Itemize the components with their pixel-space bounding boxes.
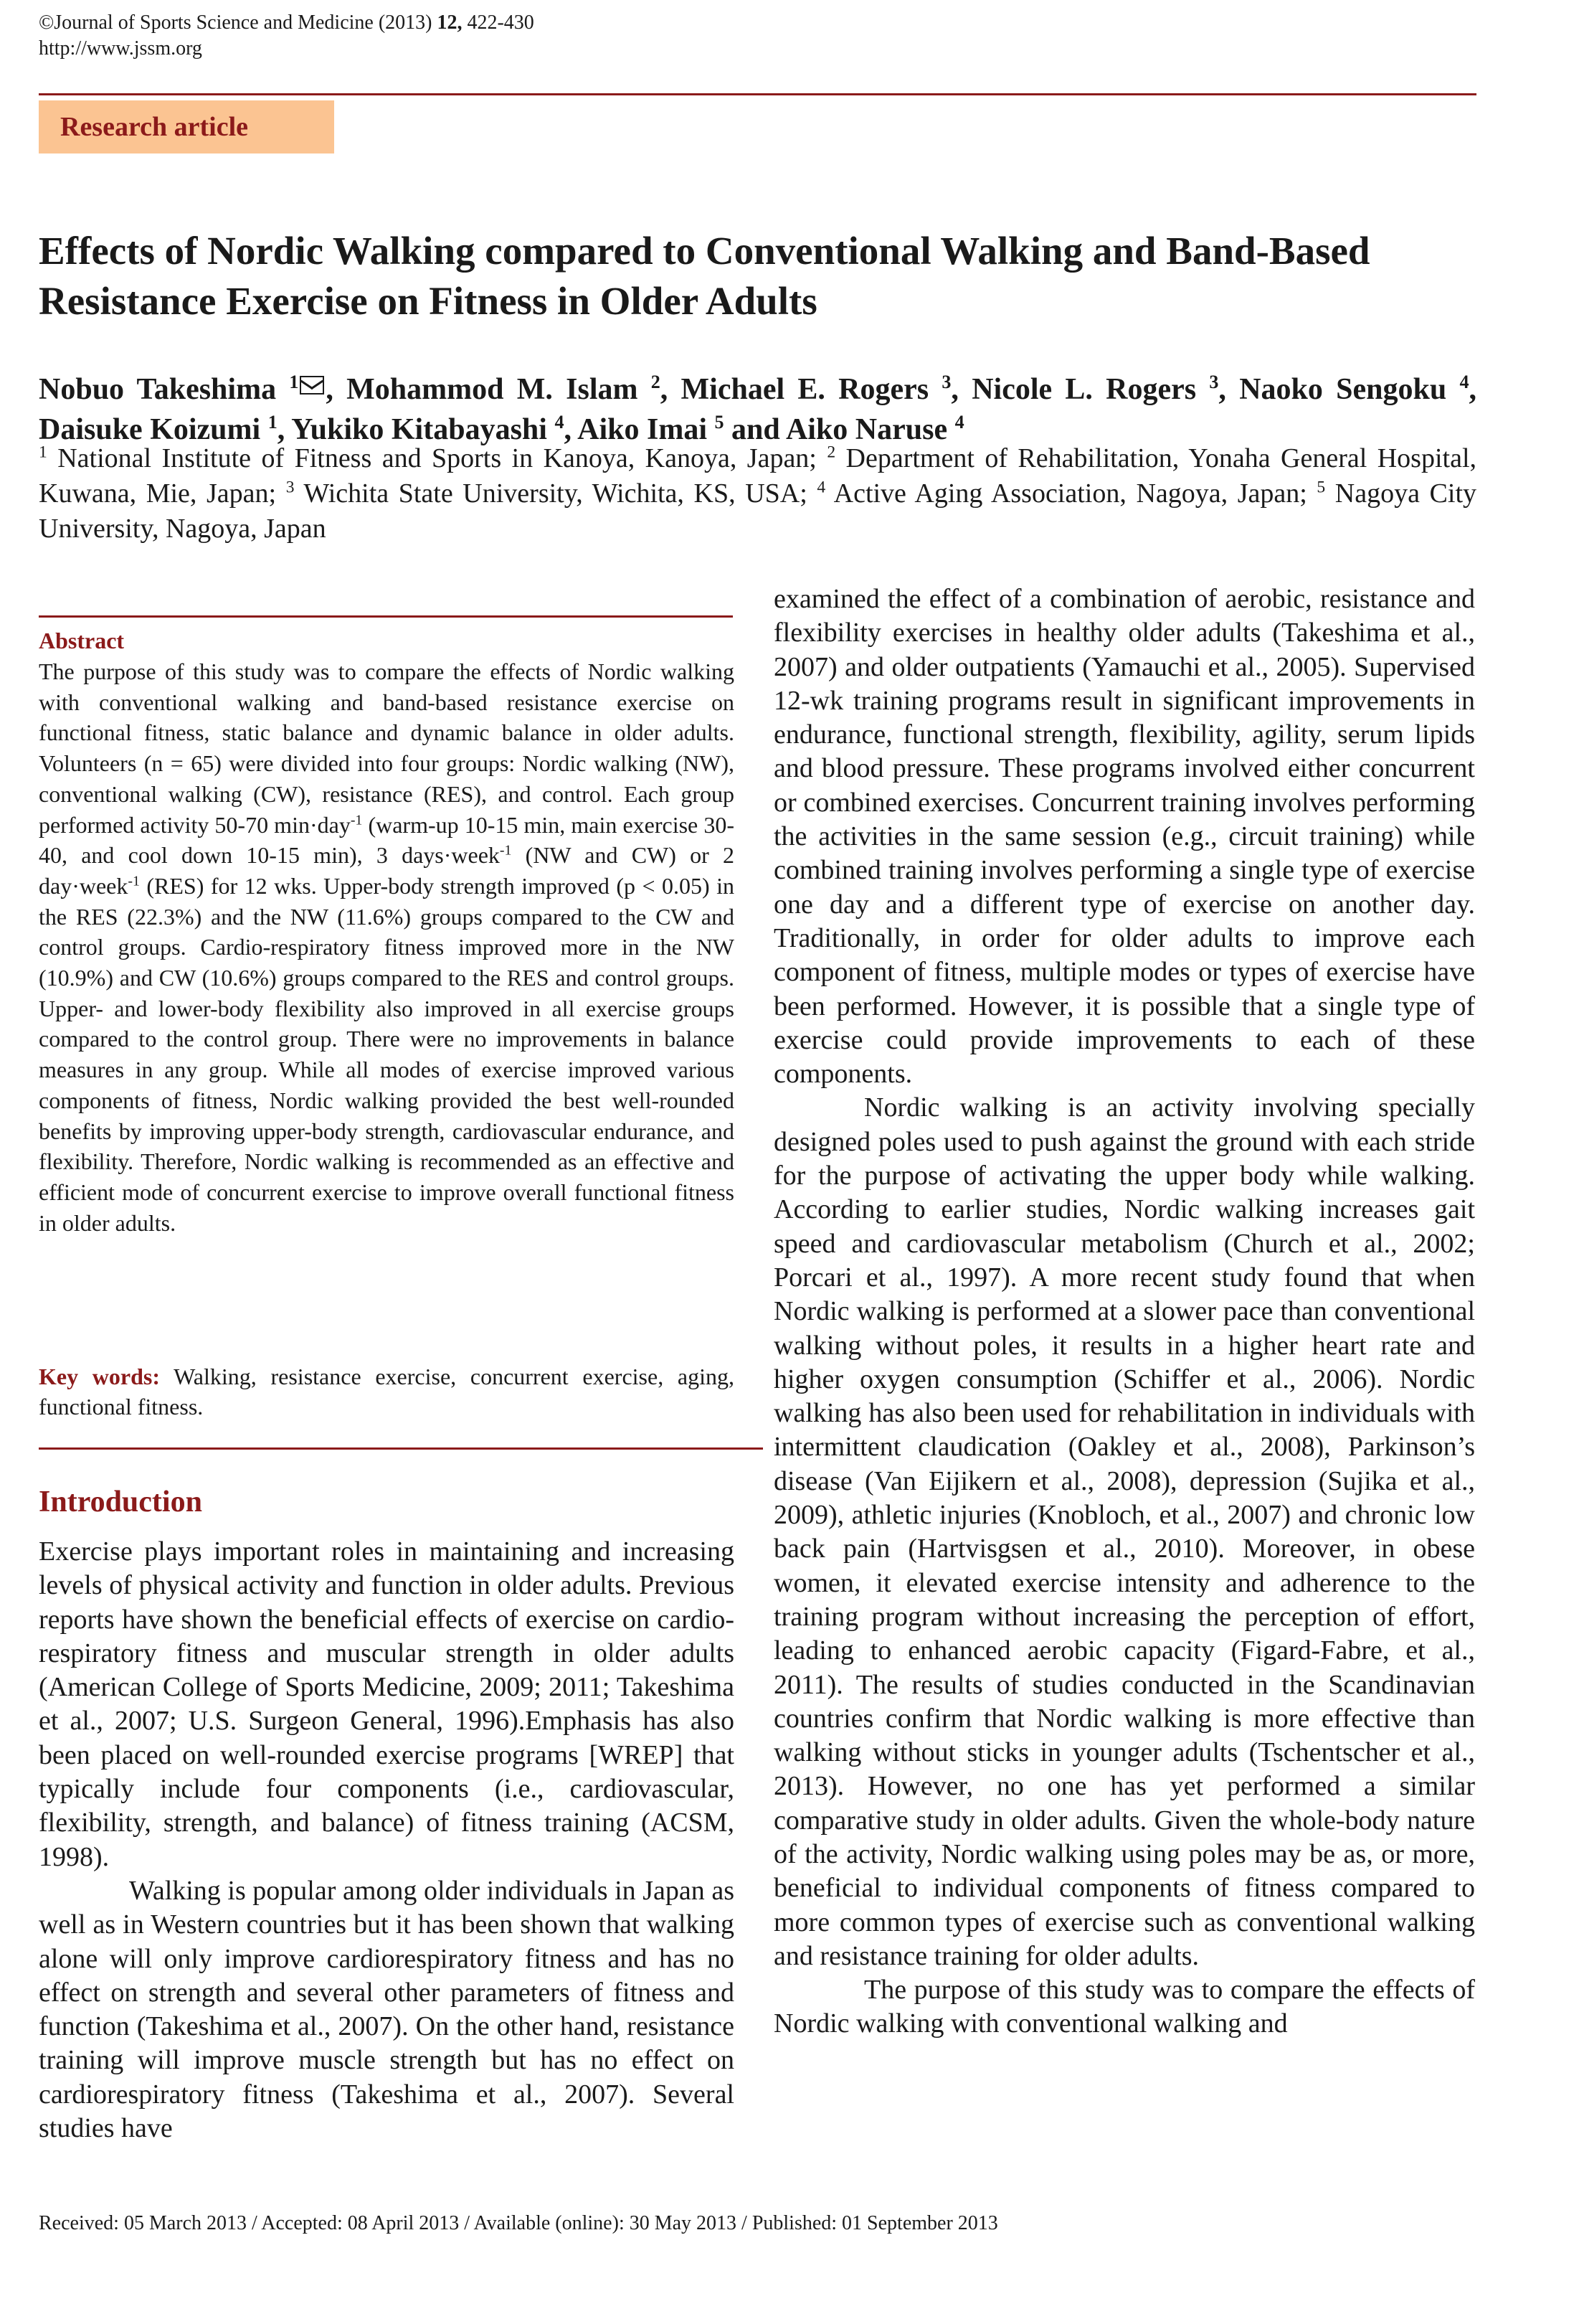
journal-name: ©Journal of Sports Science and Medicine (2013): [39, 11, 437, 34]
affiliation: Wichita State University, Wichita, KS, USA;: [294, 478, 817, 509]
publication-dates: Received: 05 March 2013 / Accepted: 08 April 2013 / Available (online): 30 May 2013 / Published: 01 September 2013: [39, 2212, 998, 2234]
author-affil-sup: 2: [650, 372, 660, 392]
affiliations: [39, 441, 1476, 547]
unit-sup: -1: [499, 842, 512, 859]
author: Nobuo Takeshima: [39, 373, 290, 406]
author-affil-sup: 3: [942, 372, 952, 392]
author-list: [39, 369, 1476, 450]
abstract-top-rule: [39, 615, 733, 618]
paragraph: examined the effect of a combination of aerobic, resistance and flexibility exercises in healthy older adults (Takeshima et al., 2007) and older outpatients (Yamauchi et al., 2005). Supervised 12-wk training programs result in significant improvements in endurance, functional strength, flexibility, agility, serum lipids and blood pressure. These programs involved either concurrent or combined exercises. Concurrent training involves performing the activities in the same session (e.g., circuit training) while combined training involves performing a single type of exercise one day and a different type of exercise on another day. Traditionally, in order for older adults to improve each component of fitness, multiple modes or types of exercise have been performed. However, it is possible that a single type of exercise could provide improvements to each of these components.: [774, 584, 1475, 1090]
journal-volume: 12,: [437, 11, 463, 34]
abstract-heading: Abstract: [39, 628, 125, 653]
author: Naoko Sengoku: [1239, 373, 1460, 406]
affiliation: Active Aging Association, Nagoya, Japan;: [825, 478, 1317, 509]
keywords: [39, 1361, 734, 1422]
author-affil-sup: 1: [267, 412, 278, 433]
paragraph: Walking is popular among older individuals in Japan as well as in Western countries but it has been shown that walking alone will only improve cardiorespiratory fitness and has no effect on strength and several other parameters of fitness and function (Takeshima et al., 2007). On the other hand, resistance training will improve muscle strength but has no effect on cardiorespiratory fitness (Takeshima et al., 2007). Several studies have: [39, 1875, 734, 2144]
unit-sup: -1: [128, 873, 140, 889]
article-type-badge: Research article: [39, 100, 334, 153]
header-rule: [39, 93, 1476, 95]
abstract-bottom-rule: [39, 1447, 763, 1450]
author: Michael E. Rogers: [681, 373, 942, 406]
introduction-heading: Introduction: [39, 1485, 202, 1518]
affiliation: Department of Rehabilitation, Yonaha General Hospital, Kuwana, Mie, Japan;: [39, 443, 1477, 509]
author: Aiko Imai: [577, 413, 715, 446]
abstract-text: (RES) for 12 wks. Upper-body strength improved (p < 0.05) in the RES (22.3%) and the NW (11.6%) groups compared to the CW and control groups. Cardio-respiratory fitness improved more in the NW (10.9%) and CW (10.6%) groups compared to the RES and control groups. Upper- and lower-body flexibility also improved in all exercise groups compared to the control group. There were no improvements in balance measures in any group. While all modes of exercise improved various components of fitness, Nordic walking provided the best well-rounded benefits by improving upper-body strength, cardiovascular endurance, and flexibility. Therefore, Nordic walking is recommended as an effective and efficient mode of concurrent exercise to improve overall functional fitness in older adults.: [39, 872, 734, 1236]
unit-sup: -1: [350, 811, 363, 828]
right-column-body: [774, 582, 1475, 2041]
mail-icon[interactable]: [300, 376, 324, 395]
author-sep: and: [724, 413, 786, 446]
author-sep: ,: [564, 413, 578, 446]
author-affil-sup: 4: [954, 412, 964, 433]
keywords-text: Walking, resistance exercise, concurrent exercise, aging, functional fitness.: [39, 1364, 735, 1420]
journal-header: [39, 10, 534, 62]
author-affil-sup: 4: [554, 412, 564, 433]
author-sep: ,: [660, 373, 681, 406]
journal-citation: [39, 10, 534, 36]
author-sep: ,: [326, 373, 347, 406]
author-sep: ,: [1469, 373, 1476, 406]
author-sep: ,: [951, 373, 972, 406]
affil-sup: 1: [39, 443, 47, 462]
abstract-text: (warm-up 10-15 min, main exercise 30-40, and cool down 10-15 min), 3 days·week: [39, 811, 735, 869]
author: Daisuke Koizumi: [39, 413, 268, 446]
author-affil-sup: 5: [714, 412, 724, 433]
affil-sup: 3: [285, 478, 295, 497]
affil-sup: 5: [1317, 478, 1326, 497]
author-sep: ,: [277, 413, 292, 446]
paragraph: Nordic walking is an activity involving specially designed poles used to push against the ground with each stride for the purpose of activating the upper body while walking. According to earlier studies, Nordic walking increases gait speed and cardiovascular metabolism (Church et al., 2002; Porcari et al., 1997). A more recent study found that when Nordic walking is performed at a slower pace than conventional walking without poles, it results in a higher heart rate and higher oxygen consumption (Schiffer et al., 2006). Nordic walking has also been used for rehabilitation in individuals with intermittent claudication (Oakley et al., 2008), Parkinson’s disease (Van Eijikern et al., 2008), depression (Sujika et al., 2009), athletic injuries (Knobloch, et al., 2007) and chronic low back pain (Hartvisgsen et al., 2010). Moreover, in obese women, it elevated exercise intensity and adherence to the training program without increasing the perception of effort, leading to enhanced aerobic capacity (Figard-Fabre, et al., 2011). The results of studies conducted in the Scandinavian countries confirm that Nordic walking is more effective than walking without sticks in younger adults (Tschentscher et al., 2013). However, no one has yet performed a similar comparative study in older adults. Given the whole-body nature of the activity, Nordic walking using poles may be as, or more, beneficial to individual components of fitness compared to more common types of exercise such as conventional walking and resistance training for older adults.: [774, 1092, 1475, 1971]
paragraph: The purpose of this study was to compare the effects of Nordic walking with conventional walking and: [774, 1975, 1475, 2039]
affiliation: National Institute of Fitness and Sports in Kanoya, Kanoya, Japan;: [47, 443, 828, 473]
affil-sup: 4: [817, 478, 826, 497]
author-sep: ,: [1218, 373, 1240, 406]
abstract-body: [39, 656, 734, 1238]
author-affil-sup: 1: [289, 372, 299, 392]
author-affil-sup: 3: [1209, 372, 1219, 392]
journal-url[interactable]: http://www.jssm.org: [39, 37, 202, 60]
abstract-text: The purpose of this study was to compare the effects of Nordic walking with conventional walking and band-based resistance exercise on functional fitness, static balance and dynamic balance in older adults. Volunteers (n = 65) were divided into four groups: Nordic walking (NW), conventional walking (CW), resistance (RES), and control. Each group performed activity 50-70 min·day: [39, 658, 734, 838]
author: Yukiko Kitabayashi: [291, 413, 555, 446]
paragraph: Exercise plays important roles in maintaining and increasing levels of physical activity and function in older adults. Previous reports have shown the beneficial effects of exercise on cardio-respiratory fitness and muscular strength in older adults (American College of Sports Medicine, 2009; 2011; Takeshima et al., 2007; U.S. Surgeon General, 1996).Emphasis has also been placed on well-rounded exercise programs [WREP] that typically include four components (i.e., cardiovascular, flexibility, strength, and balance) of fitness training (ACSM, 1998).: [39, 1536, 734, 1872]
affiliation: Nagoya City University, Nagoya, Japan: [39, 478, 1476, 544]
author: Nicole L. Rogers: [972, 373, 1210, 406]
left-column-body: [39, 1535, 734, 2145]
keywords-label: Key words:: [39, 1364, 161, 1389]
author: Mohammod M. Islam: [346, 373, 651, 406]
affil-sup: 2: [827, 443, 836, 462]
article-title: Effects of Nordic Walking compared to Conventional Walking and Band-Based Resistance Exercise on Fitness in Older Adults: [39, 229, 1370, 323]
journal-pages: 422-430: [462, 11, 534, 34]
author: Aiko Naruse: [785, 413, 955, 446]
abstract-text: (NW and CW) or 2 day·week: [39, 842, 735, 899]
author-affil-sup: 4: [1459, 372, 1469, 392]
